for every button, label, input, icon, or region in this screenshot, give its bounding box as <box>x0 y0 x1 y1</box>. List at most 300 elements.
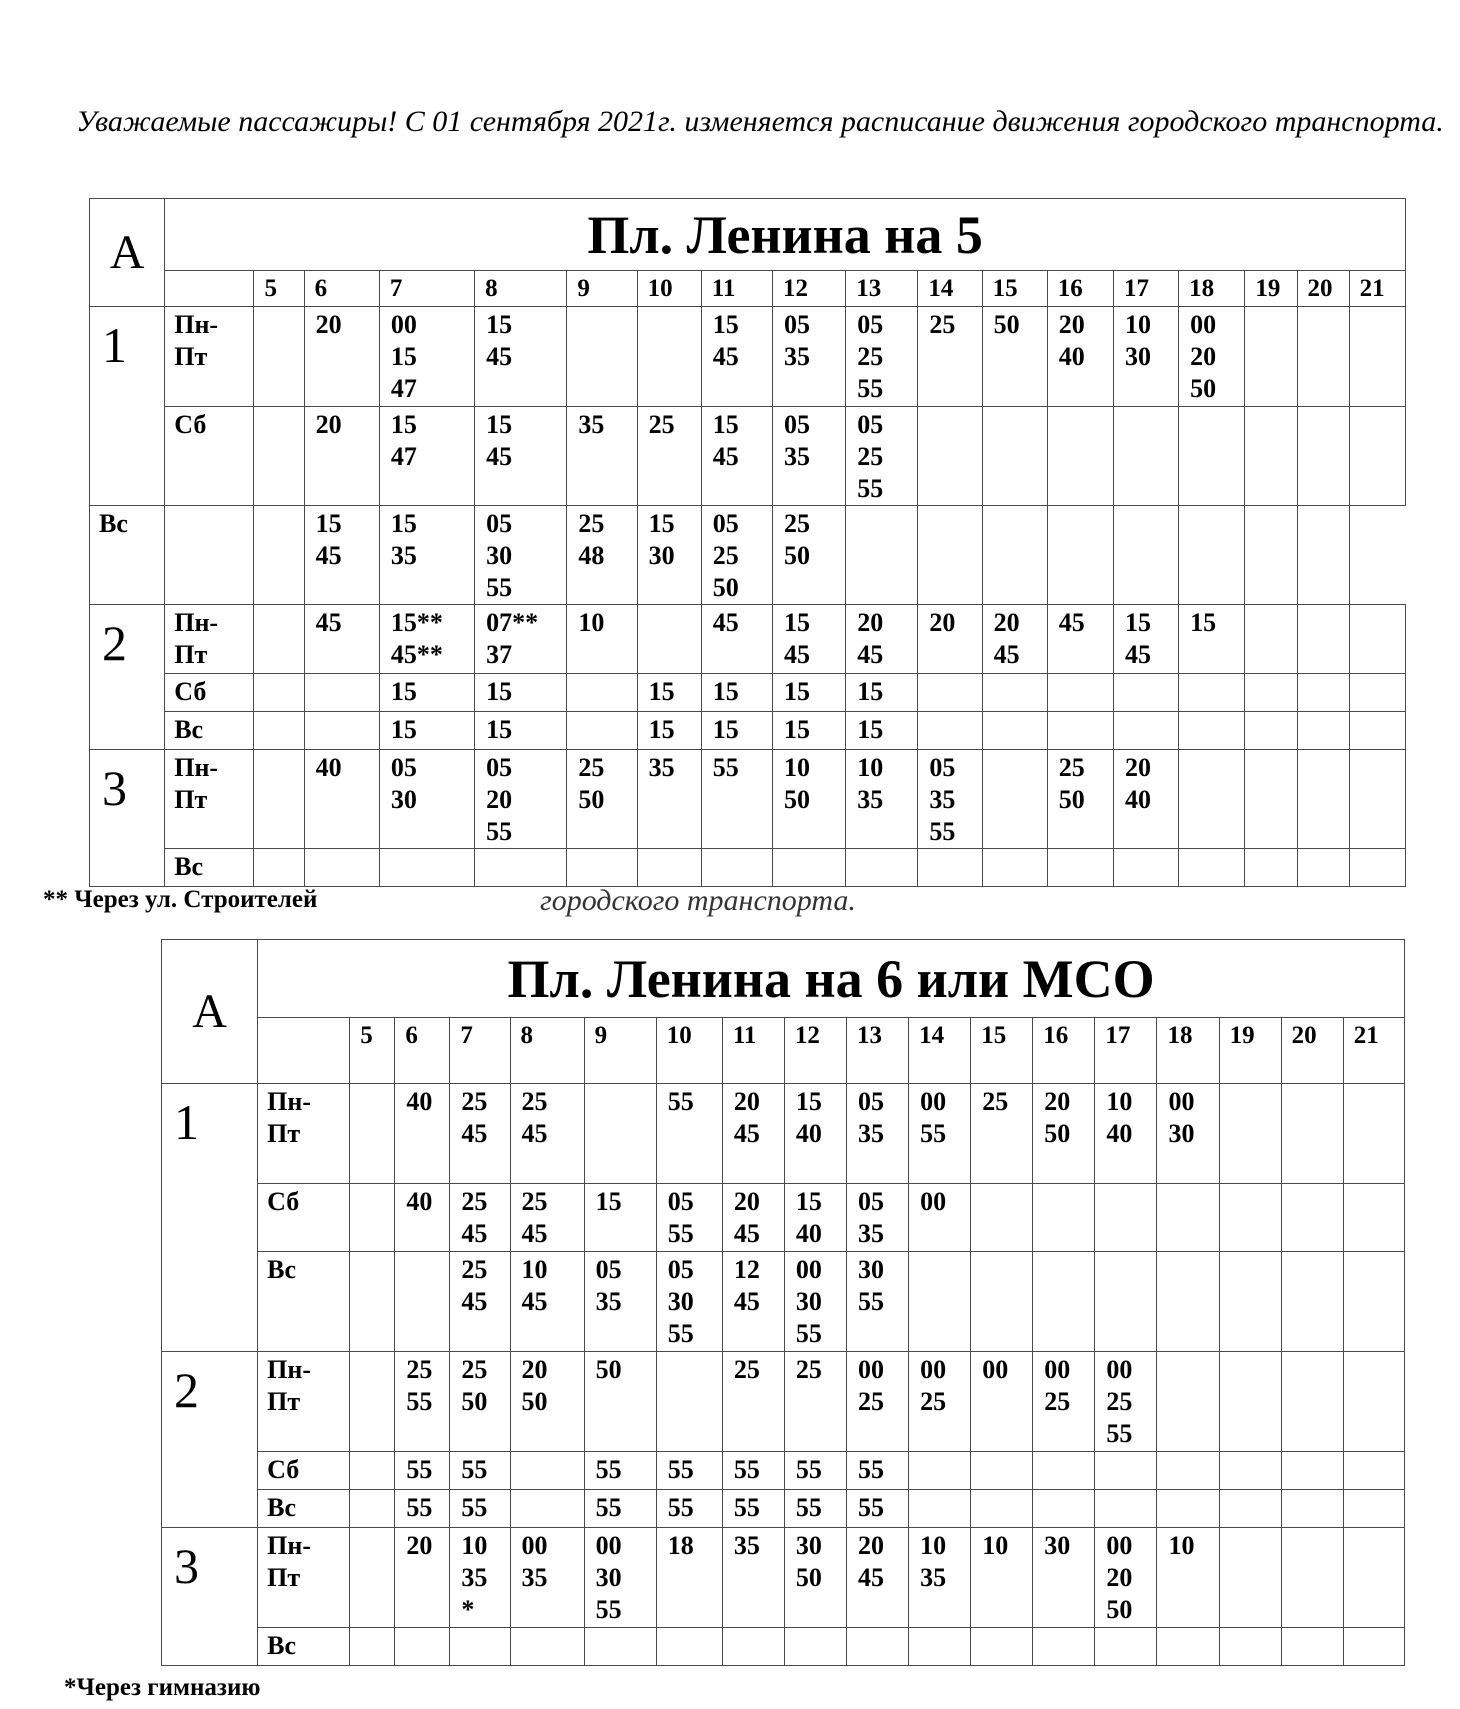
table-row <box>90 605 1406 674</box>
time-cell <box>1245 407 1297 506</box>
time-cell: 35 <box>722 1528 784 1628</box>
time-cell: 05 30 55 <box>475 506 567 605</box>
time-cell <box>254 674 304 712</box>
time-cell <box>1281 1528 1343 1628</box>
header-blank-cell <box>165 271 254 307</box>
time-cell <box>971 1452 1033 1490</box>
time-cell: 25 55 <box>395 1352 450 1452</box>
time-cell: 00 15 47 <box>379 307 474 407</box>
hour-header: 16 <box>1047 271 1113 307</box>
time-cell: 00 30 55 <box>784 1252 846 1352</box>
time-cell <box>1343 1528 1404 1628</box>
time-cell: 10 40 <box>1095 1084 1157 1184</box>
day-label: Сб <box>165 407 254 506</box>
hour-header: 21 <box>1343 1018 1404 1084</box>
time-cell <box>1113 712 1178 750</box>
time-cell <box>656 1352 722 1452</box>
day-label: Вс <box>165 712 254 750</box>
time-cell: 15 35 <box>379 506 474 605</box>
hour-header: 11 <box>701 271 772 307</box>
time-cell: 30 <box>1033 1528 1095 1628</box>
time-cell: 25 50 <box>450 1352 510 1452</box>
time-cell <box>1349 849 1405 887</box>
time-cell <box>450 1628 510 1666</box>
hour-header: 12 <box>772 271 845 307</box>
hour-header: 10 <box>656 1018 722 1084</box>
time-cell: 20 <box>304 407 379 506</box>
time-cell: 25 45 <box>510 1084 584 1184</box>
time-cell: 25 45 <box>450 1252 510 1352</box>
time-cell <box>1297 674 1349 712</box>
time-cell: 25 48 <box>567 506 637 605</box>
ghost-text: городского транспорта. <box>540 884 856 917</box>
day-label: Пн- Пт <box>258 1528 350 1628</box>
time-cell: 40 <box>395 1084 450 1184</box>
time-cell <box>1219 1352 1281 1452</box>
time-cell <box>1245 605 1297 674</box>
time-cell: 15 <box>379 674 474 712</box>
time-cell <box>1349 407 1405 506</box>
route-number: 1 <box>90 307 165 506</box>
time-cell: 20 45 <box>982 605 1047 674</box>
time-cell <box>350 1184 395 1252</box>
time-cell <box>1281 1628 1343 1666</box>
hour-header: 8 <box>475 271 567 307</box>
time-cell: 25 <box>637 407 701 506</box>
time-cell: 10 35 * <box>450 1528 510 1628</box>
time-cell: 05 35 <box>772 307 845 407</box>
time-cell: 40 <box>304 750 379 849</box>
hour-header: 9 <box>584 1018 656 1084</box>
time-cell: 05 25 55 <box>846 407 918 506</box>
time-cell <box>1297 407 1349 506</box>
day-label: Сб <box>258 1184 350 1252</box>
time-cell <box>475 849 567 887</box>
time-cell <box>1297 605 1349 674</box>
time-cell <box>350 1452 395 1490</box>
time-cell <box>1157 1452 1219 1490</box>
time-cell: 20 50 <box>510 1352 584 1452</box>
hour-header: 17 <box>1113 271 1178 307</box>
time-cell: 15 <box>379 712 474 750</box>
time-cell <box>567 307 637 407</box>
time-cell: 05 25 55 <box>846 307 918 407</box>
time-cell <box>982 506 1047 605</box>
time-cell: 55 <box>450 1452 510 1490</box>
time-cell: 15** 45** <box>379 605 474 674</box>
time-cell <box>1219 1452 1281 1490</box>
hour-header: 7 <box>450 1018 510 1084</box>
route-number: 2 <box>90 605 165 750</box>
table-row <box>90 407 1406 506</box>
day-label: Пн- Пт <box>258 1084 350 1184</box>
time-cell: 20 45 <box>722 1084 784 1184</box>
time-cell <box>637 849 701 887</box>
time-cell: 55 <box>584 1490 656 1528</box>
time-cell <box>1281 1452 1343 1490</box>
time-cell <box>254 605 304 674</box>
time-cell <box>1297 849 1349 887</box>
hour-header: 14 <box>918 271 982 307</box>
time-cell: 25 50 <box>1047 750 1113 849</box>
time-cell <box>1297 712 1349 750</box>
time-cell <box>909 1490 971 1528</box>
table-row <box>90 307 1406 407</box>
time-cell: 15 <box>846 712 918 750</box>
hour-header: 19 <box>1219 1018 1281 1084</box>
schedule-table-2 <box>161 939 1405 1666</box>
time-cell: 25 <box>722 1352 784 1452</box>
time-cell: 55 <box>395 1490 450 1528</box>
time-cell <box>1113 674 1178 712</box>
time-cell <box>971 1184 1033 1252</box>
time-cell: 00 25 55 <box>1095 1352 1157 1452</box>
time-cell: 20 <box>304 307 379 407</box>
time-cell: 20 45 <box>846 605 918 674</box>
time-cell <box>1245 506 1297 605</box>
time-cell <box>254 506 304 605</box>
time-cell <box>1179 750 1245 849</box>
schedule-table-1 <box>89 198 1406 887</box>
hour-header: 5 <box>254 271 304 307</box>
time-cell: 10 <box>971 1528 1033 1628</box>
time-cell <box>847 1628 909 1666</box>
time-cell <box>701 849 772 887</box>
time-cell <box>1113 849 1178 887</box>
time-cell <box>395 1628 450 1666</box>
time-cell <box>1033 1452 1095 1490</box>
time-cell: 00 25 <box>847 1352 909 1452</box>
time-cell: 15 <box>637 674 701 712</box>
time-cell: 15 <box>475 712 567 750</box>
time-cell: 20 <box>918 605 982 674</box>
time-cell <box>784 1628 846 1666</box>
time-cell: 15 <box>701 712 772 750</box>
hour-header: 16 <box>1033 1018 1095 1084</box>
time-cell: 55 <box>656 1490 722 1528</box>
hour-header: 9 <box>567 271 637 307</box>
time-cell <box>1157 1352 1219 1452</box>
time-cell: 05 35 <box>847 1184 909 1252</box>
time-cell: 05 35 <box>772 407 845 506</box>
notice-text: Уважаемые пассажиры! С 01 сентября 2021г. изменяется расписание движения городского транспорта. <box>76 105 1444 138</box>
table-row <box>90 674 1406 712</box>
time-cell <box>1219 1628 1281 1666</box>
time-cell <box>1245 750 1297 849</box>
time-cell: 10 <box>1157 1528 1219 1628</box>
corner-letter: А <box>162 940 258 1084</box>
time-cell: 30 55 <box>847 1252 909 1352</box>
hour-header: 11 <box>722 1018 784 1084</box>
route-number: 2 <box>162 1352 258 1528</box>
time-cell: 15 45 <box>304 506 379 605</box>
day-label: Вс <box>258 1252 350 1352</box>
table-row <box>162 1452 1405 1490</box>
time-cell <box>1343 1352 1404 1452</box>
time-cell <box>1095 1628 1157 1666</box>
time-cell <box>1219 1084 1281 1184</box>
hour-header: 8 <box>510 1018 584 1084</box>
time-cell <box>254 307 304 407</box>
time-cell: 55 <box>701 750 772 849</box>
time-cell: 15 47 <box>379 407 474 506</box>
table-row <box>162 1184 1405 1252</box>
time-cell <box>584 1628 656 1666</box>
time-cell <box>254 849 304 887</box>
time-cell <box>1157 1252 1219 1352</box>
time-cell: 50 <box>584 1352 656 1452</box>
time-cell <box>1219 1252 1281 1352</box>
time-cell <box>304 849 379 887</box>
time-cell <box>637 307 701 407</box>
time-cell: 05 35 <box>847 1084 909 1184</box>
time-cell: 25 50 <box>567 750 637 849</box>
time-cell <box>982 750 1047 849</box>
time-cell <box>254 750 304 849</box>
time-cell <box>1343 1252 1404 1352</box>
time-cell <box>1179 674 1245 712</box>
time-cell <box>1343 1452 1404 1490</box>
time-cell: 20 40 <box>1047 307 1113 407</box>
time-cell: 00 25 <box>1033 1352 1095 1452</box>
time-cell <box>1219 1490 1281 1528</box>
time-cell: 10 35 <box>909 1528 971 1628</box>
time-cell: 15 45 <box>475 307 567 407</box>
time-cell <box>1343 1628 1404 1666</box>
time-cell <box>584 1084 656 1184</box>
time-cell <box>1113 506 1178 605</box>
time-cell <box>1033 1252 1095 1352</box>
hour-header: 10 <box>637 271 701 307</box>
hour-header: 14 <box>909 1018 971 1084</box>
time-cell <box>254 712 304 750</box>
time-cell <box>971 1252 1033 1352</box>
time-cell <box>1047 407 1113 506</box>
time-cell: 55 <box>450 1490 510 1528</box>
time-cell <box>1095 1252 1157 1352</box>
time-cell: 05 30 55 <box>656 1252 722 1352</box>
time-cell <box>637 605 701 674</box>
time-cell: 00 35 <box>510 1528 584 1628</box>
time-cell <box>1047 712 1113 750</box>
time-cell: 12 45 <box>722 1252 784 1352</box>
time-cell: 15 45 <box>701 407 772 506</box>
day-label: Пн- Пт <box>165 307 254 407</box>
time-cell <box>722 1628 784 1666</box>
time-cell: 20 50 <box>1033 1084 1095 1184</box>
time-cell <box>1343 1084 1404 1184</box>
route-number: 3 <box>162 1528 258 1666</box>
time-cell: 55 <box>722 1452 784 1490</box>
time-cell: 15 <box>584 1184 656 1252</box>
time-cell: 18 <box>656 1528 722 1628</box>
time-cell <box>1157 1490 1219 1528</box>
time-cell <box>510 1490 584 1528</box>
time-cell <box>918 674 982 712</box>
hour-header: 5 <box>350 1018 395 1084</box>
time-cell: 15 40 <box>784 1184 846 1252</box>
time-cell: 00 20 50 <box>1179 307 1245 407</box>
time-cell: 15 40 <box>784 1084 846 1184</box>
time-cell <box>1047 674 1113 712</box>
time-cell: 15 30 <box>637 506 701 605</box>
time-cell <box>350 1084 395 1184</box>
time-cell: 55 <box>656 1084 722 1184</box>
time-cell <box>982 674 1047 712</box>
time-cell: 25 <box>784 1352 846 1452</box>
table-row <box>162 1084 1405 1184</box>
hour-header: 12 <box>784 1018 846 1084</box>
corner-letter: А <box>90 199 165 307</box>
day-label: Вс <box>258 1628 350 1666</box>
time-cell <box>254 407 304 506</box>
time-cell <box>304 674 379 712</box>
time-cell <box>1157 1628 1219 1666</box>
time-cell <box>909 1452 971 1490</box>
time-cell: 15 45 <box>1113 605 1178 674</box>
hour-header: 6 <box>395 1018 450 1084</box>
time-cell <box>1179 506 1245 605</box>
time-cell <box>1219 1184 1281 1252</box>
time-cell <box>1095 1452 1157 1490</box>
time-cell: 45 <box>701 605 772 674</box>
time-cell <box>1095 1184 1157 1252</box>
time-cell <box>1245 849 1297 887</box>
time-cell <box>909 1628 971 1666</box>
hour-header: 15 <box>971 1018 1033 1084</box>
time-cell <box>567 849 637 887</box>
time-cell <box>971 1628 1033 1666</box>
hour-header: 13 <box>847 1018 909 1084</box>
table-row <box>90 506 1406 605</box>
time-cell: 25 45 <box>510 1184 584 1252</box>
time-cell <box>1219 1528 1281 1628</box>
time-cell: 35 <box>637 750 701 849</box>
time-cell <box>350 1628 395 1666</box>
time-cell: 15 45 <box>701 307 772 407</box>
time-cell: 00 30 55 <box>584 1528 656 1628</box>
time-cell: 05 30 <box>379 750 474 849</box>
time-cell <box>1113 407 1178 506</box>
time-cell <box>1047 506 1113 605</box>
time-cell <box>1033 1628 1095 1666</box>
time-cell: 00 55 <box>909 1084 971 1184</box>
time-cell <box>1297 307 1349 407</box>
time-cell: 25 45 <box>450 1184 510 1252</box>
time-cell <box>971 1490 1033 1528</box>
time-cell: 00 20 50 <box>1095 1528 1157 1628</box>
time-cell <box>1343 1184 1404 1252</box>
time-cell: 05 35 <box>584 1252 656 1352</box>
header-blank-cell <box>258 1018 350 1084</box>
time-cell <box>846 506 918 605</box>
time-cell: 35 <box>567 407 637 506</box>
time-cell: 55 <box>584 1452 656 1490</box>
time-cell <box>982 407 1047 506</box>
time-cell: 20 <box>395 1528 450 1628</box>
time-cell <box>1245 674 1297 712</box>
time-cell: 15 45 <box>475 407 567 506</box>
time-cell: 15 <box>772 712 845 750</box>
route-number: 3 <box>90 750 165 887</box>
time-cell <box>982 712 1047 750</box>
hour-header: 21 <box>1349 271 1405 307</box>
hour-header: 6 <box>304 271 379 307</box>
time-cell <box>1343 1490 1404 1528</box>
time-cell: 00 <box>971 1352 1033 1452</box>
time-cell <box>1179 849 1245 887</box>
time-cell: 20 45 <box>847 1528 909 1628</box>
time-cell <box>510 1452 584 1490</box>
time-cell <box>1281 1352 1343 1452</box>
time-cell: 05 20 55 <box>475 750 567 849</box>
time-cell: 10 30 <box>1113 307 1178 407</box>
time-cell <box>350 1490 395 1528</box>
table-row <box>162 1628 1405 1666</box>
time-cell: 05 55 <box>656 1184 722 1252</box>
time-cell: 10 50 <box>772 750 845 849</box>
time-cell: 45 <box>304 605 379 674</box>
time-cell: 20 40 <box>1113 750 1178 849</box>
footnote-2: *Через гимназию <box>64 1674 261 1701</box>
time-cell <box>379 849 474 887</box>
day-label: Сб <box>165 674 254 712</box>
time-cell <box>918 712 982 750</box>
time-cell: 55 <box>656 1452 722 1490</box>
time-cell <box>1179 407 1245 506</box>
time-cell <box>1349 712 1405 750</box>
time-cell: 55 <box>847 1452 909 1490</box>
route-number: 1 <box>162 1084 258 1352</box>
time-cell: 55 <box>722 1490 784 1528</box>
time-cell: 25 45 <box>450 1084 510 1184</box>
time-cell: 15 <box>637 712 701 750</box>
day-label: Пн- Пт <box>258 1352 350 1452</box>
time-cell: 55 <box>784 1490 846 1528</box>
time-cell <box>982 849 1047 887</box>
time-cell <box>1349 674 1405 712</box>
time-cell <box>567 674 637 712</box>
day-label: Вс <box>165 849 254 887</box>
time-cell: 40 <box>395 1184 450 1252</box>
time-cell <box>909 1252 971 1352</box>
time-cell: 00 25 <box>909 1352 971 1452</box>
time-cell: 00 <box>909 1184 971 1252</box>
time-cell: 20 45 <box>722 1184 784 1252</box>
time-cell <box>567 712 637 750</box>
time-cell: 45 <box>1047 605 1113 674</box>
hour-header: 20 <box>1297 271 1349 307</box>
time-cell <box>918 849 982 887</box>
time-cell <box>395 1252 450 1352</box>
time-cell: 10 <box>567 605 637 674</box>
day-label: Вс <box>258 1490 350 1528</box>
time-cell: 15 <box>772 674 845 712</box>
time-cell: 00 30 <box>1157 1084 1219 1184</box>
table-row <box>90 712 1406 750</box>
time-cell <box>350 1352 395 1452</box>
time-cell <box>1033 1184 1095 1252</box>
hour-header: 18 <box>1157 1018 1219 1084</box>
time-cell <box>1157 1184 1219 1252</box>
time-cell <box>1179 712 1245 750</box>
time-cell: 55 <box>395 1452 450 1490</box>
time-cell <box>350 1528 395 1628</box>
time-cell <box>918 506 982 605</box>
time-cell <box>1245 307 1297 407</box>
time-cell <box>846 849 918 887</box>
time-cell <box>1245 712 1297 750</box>
